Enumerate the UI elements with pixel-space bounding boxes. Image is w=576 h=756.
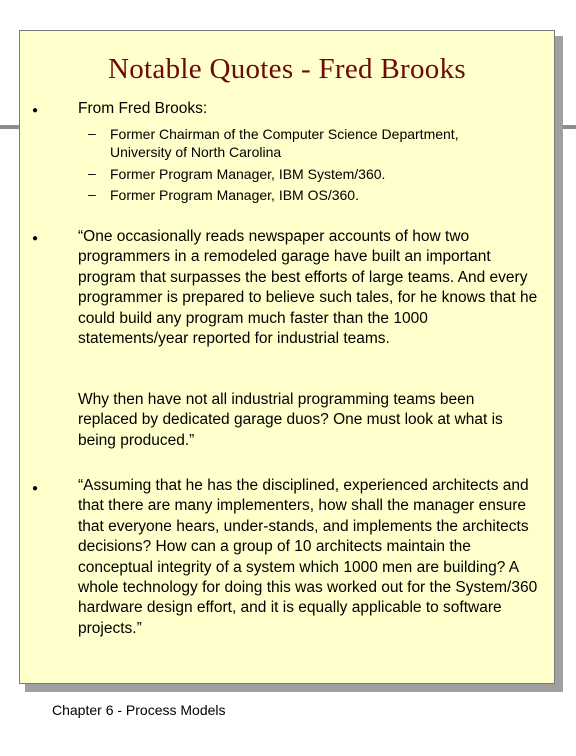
bullet-icon: ● bbox=[32, 233, 39, 244]
subitem-program-manager-os360: Former Program Manager, IBM OS/360. bbox=[110, 187, 359, 203]
quote-garage-duos-paragraph: Why then have not all industrial programming teams been replaced by dedicated garage duos? One must look at what is being produced.” bbox=[78, 391, 503, 449]
footer-chapter: Chapter 6 - Process Models bbox=[52, 702, 226, 718]
subitem-program-manager-360: Former Program Manager, IBM System/360. bbox=[110, 166, 386, 182]
slide-title: Notable Quotes - Fred Brooks bbox=[108, 53, 466, 85]
subitem-chairman: Former Chairman of the Computer Science Department, University of North Carolina bbox=[110, 126, 459, 160]
dash-icon: – bbox=[88, 165, 96, 181]
quote-architects-paragraph: “Assuming that he has the disciplined, experienced architects and that there are many implementers, how shall the manager ensure that everyone hears, under-stands, and implements the architects decisions? How can a group of 10 architects maintain the conceptual integrity of a system which 1000 men are building? A whole technology for doing this was worked out for the System/360 hardware design effort, and it is equally applicable to software projects.” bbox=[78, 477, 538, 637]
slide-frame bbox=[19, 30, 555, 684]
dash-icon: – bbox=[88, 186, 96, 202]
quote-garage-paragraph: “One occasionally reads newspaper accounts of how two programmers in a remodeled garage have built an important program that surpasses the best efforts of large teams. And every programmer is prepared to believe such tales, for he knows that he could build any program much faster than the 1000 statements/year reported for industrial teams. bbox=[78, 228, 538, 348]
bullet-icon: ● bbox=[32, 483, 39, 494]
dash-icon: – bbox=[88, 125, 96, 141]
bullet-from-fred-brooks: From Fred Brooks: bbox=[78, 100, 208, 117]
bullet-icon: ● bbox=[32, 105, 39, 116]
